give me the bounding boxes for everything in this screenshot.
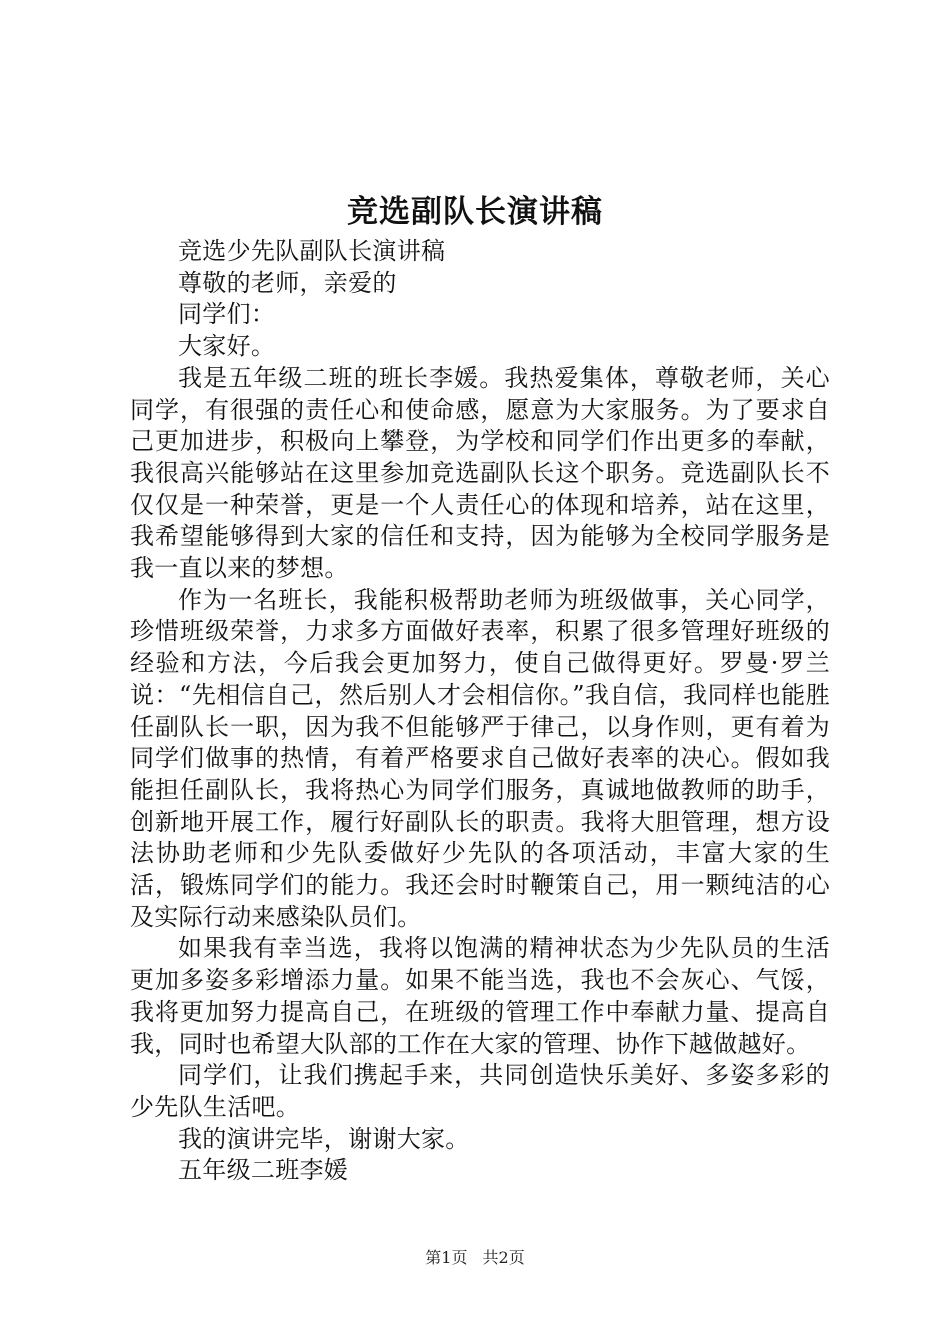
paragraph-signature: 五年级二班李媛 bbox=[178, 1156, 349, 1185]
paragraph-greeting: 大家好。 bbox=[178, 332, 276, 361]
paragraph-salutation: 尊敬的老师，亲爱的 bbox=[178, 268, 397, 297]
page-total: 共2页 bbox=[482, 1248, 525, 1267]
document-body bbox=[130, 236, 830, 1187]
paragraph-appeal: 同学们，让我们携起手来，共同创造快乐美好、多姿多彩的少先队生活吧。 bbox=[130, 1061, 830, 1121]
paragraph-introduction: 我是五年级二班的班长李媛。我热爱集体，尊敬老师，关心同学，有很强的责任心和使命感，愿意为大家服务。为了要求自己更加进步，积极向上攀登，为学校和同学们作出更多的奉献，我很高兴能够站在这里参加竞选副队长这个职务。竞选副队长不仅仅是一种荣誉，更是一个人责任心的体现和培养，站在这里，我希望能够得到大家的信任和支持，因为能够为全校同学服务是我一直以来的梦想。 bbox=[130, 363, 830, 583]
paragraph-salutation-2: 同学们： bbox=[178, 300, 276, 329]
document-title: 竞选副队长演讲稿 bbox=[347, 194, 603, 230]
paragraph-heading: 竞选少先队副队长演讲稿 bbox=[178, 237, 446, 265]
paragraph-experience: 作为一名班长，我能积极帮助老师为班级做事，关心同学，珍惜班级荣誉，力求多方面做好表率，积累了很多管理好班级的经验和方法，今后我会更加努力，使自己做得更好。罗曼·罗兰说：“先相信自己，然后别人才会相信你。”我自信，我同样也能胜任副队长一职，因为我不但能够严于律己，以身作则，更有着为同学们做事的热情，有着严格要求自己做好表率的决心。假如我能担任副队长，我将热心为同学们服务，真诚地做教师的助手，创新地开展工作，履行好副队长的职责。我将大胆管理，想方设法协助老师和少先队委做好少先队的各项活动，丰富大家的生活，锻炼同学们的能力。我还会时时鞭策自己，用一颗纯洁的心及实际行动来感染队员们。 bbox=[130, 585, 830, 931]
paragraph-commitment: 如果我有幸当选，我将以饱满的精神状态为少先队员的生活更加多姿多彩增添力量。如果不能当选，我也不会灰心、气馁，我将更加努力提高自己，在班级的管理工作中奉献力量、提高自我，同时也希望大队部的工作在大家的管理、协作下越做越好。 bbox=[130, 934, 830, 1058]
paragraph-closing: 我的演讲完毕，谢谢大家。 bbox=[178, 1124, 470, 1153]
page-footer bbox=[0, 1245, 950, 1268]
page-number: 第1页 bbox=[425, 1248, 468, 1267]
